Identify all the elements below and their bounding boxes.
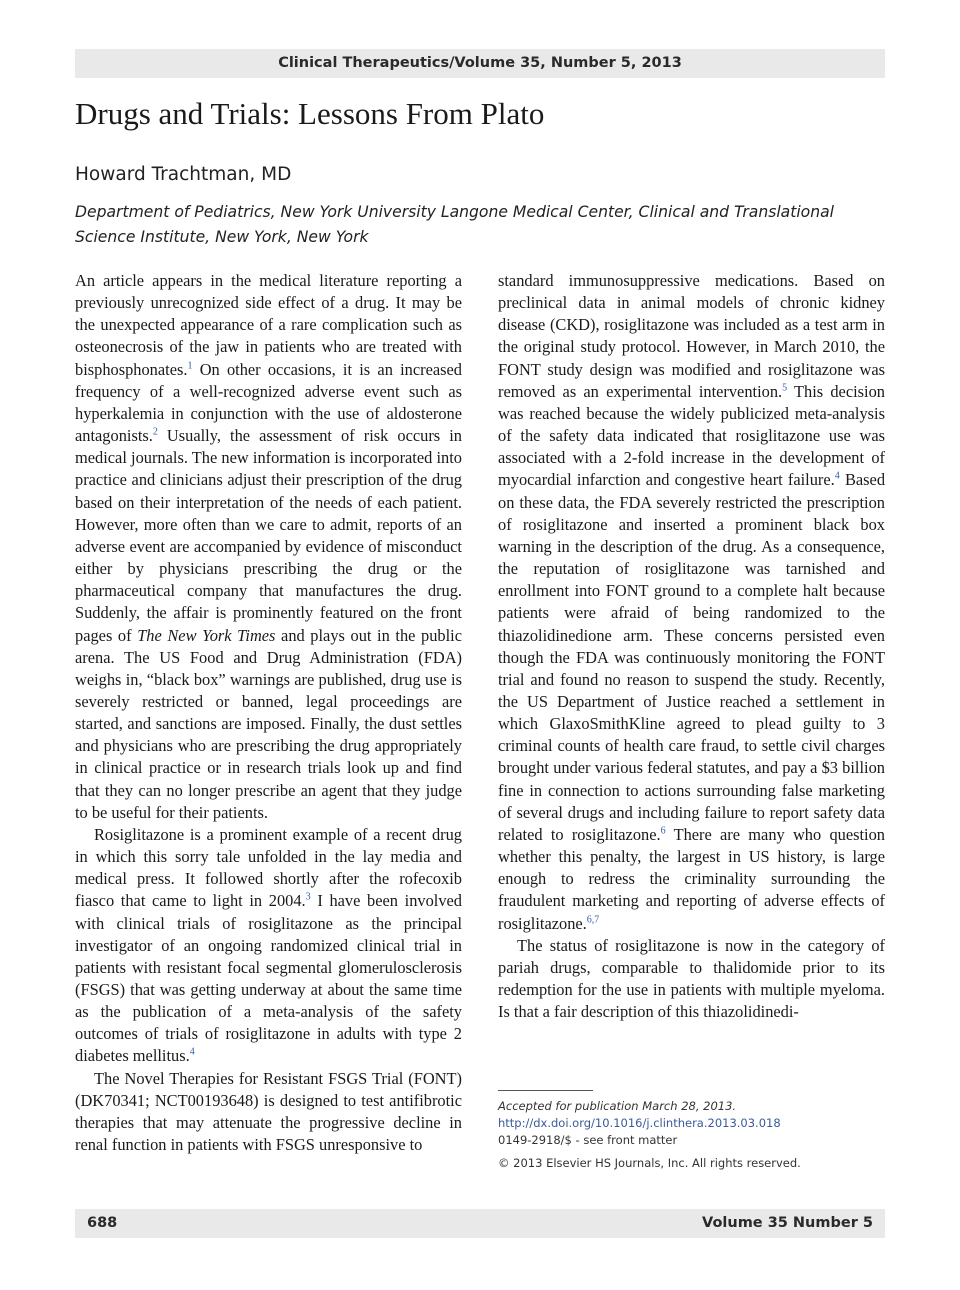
reference-link[interactable]: 6 bbox=[660, 825, 666, 837]
body-paragraph: The Novel Therapies for Resistant FSGS Trial (FONT) (DK70341; NCT00193648) is designed to test antifibrotic therapies that may attenuate the progressive decline in renal function in patients with FSGS unresponsive to bbox=[75, 1068, 462, 1155]
journal-citation: Clinical Therapeutics/Volume 35, Number 5, 2013 bbox=[278, 55, 682, 71]
article-title: Drugs and Trials: Lessons From Plato bbox=[75, 96, 545, 131]
reference-link[interactable]: 3 bbox=[305, 891, 311, 903]
reference-link[interactable]: 6,7 bbox=[586, 914, 600, 926]
copyright-line: © 2013 Elsevier HS Journals, Inc. All rights reserved. bbox=[498, 1156, 801, 1170]
author-name: Howard Trachtman, MD bbox=[75, 164, 292, 185]
newspaper-title: The New York Times bbox=[137, 625, 276, 645]
acceptance-date: Accepted for publication March 28, 2013. bbox=[498, 1099, 737, 1113]
reference-link[interactable]: 1 bbox=[187, 360, 193, 372]
body-paragraph-continued: standard immunosuppressive medications. Based on preclinical data in animal models of chronic kidney disease (CKD), rosiglitazone was included as a test arm in the original study protocol. However, in March 2010, the FONT study design was modified and rosiglitazone was removed as an experimental intervention.$^5$ This decision was reached because the widely publicized meta-analysis of the safety data indicated that rosiglitazone use was associated with a 2-fold increase in the development of myocardial infarction and congestive heart failure.$^4$ Based on these data, the FDA severely restricted the prescription of rosiglitazone and inserted a prominent black box warning in the description of the drug. As a consequence, the reputation of rosiglitazone was tarnished and enrollment into FONT ground to a complete halt because patients were afraid of being randomized to the thiazolidinedione arm. These concerns persisted even though the FDA was continuously monitoring the FONT trial and found no reason to suspend the study. Recently, the US Department of Justice reached a settlement in which GlaxoSmithKline agreed to plead guilty to 3 criminal counts of health care fraud, to settle civil charges brought under various federal statutes, and pay a $3 billion fine in connection to actions surrounding false marketing of several drugs and including failure to report safety data related to rosiglitazone.$^6$ There are many who question whether this penalty, the largest in US history, is large enough to redress the criminality surrounding the fraudulent marketing and reporting of adverse effects of rosiglitazone.$^{6,7}$ bbox=[498, 271, 886, 933]
body-paragraph: An article appears in the medical literature reporting a previously unrecognized side effect of a drug. It may be the unexpected appearance of a rare complication such as osteonecrosis of the jaw in patients who are treated with bisphosphonates.$^1$ On other occasions, it is an increased frequency of a well-recognized adverse event such as hyperkalemia in conjunction with the use of aldosterone antagonists.$^2$ Usually, the assessment of risk occurs in medical journals. The new information is incorporated into practice and clinicians adjust their prescription of the drug based on their interpretation of the needs of each patient. However, more often than we care to admit, reports of an adverse event are accompanied by evidence of misconduct either by physicians prescribing the drug or the pharmaceutical company that manufactures the drug. Suddenly, the affair is prominently featured on the front pages of The New York Times and plays out in the public arena. The US Food and Drug Administration (FDA) weighs in, “black box” warnings are published, drug use is severely restricted or banned, legal proceedings are started, and sanctions are imposed. Finally, the dust settles and physicians who are prescribing the drug appropriately in clinical practice or in research trials look up and find that they can no longer prescribe an agent that they judge to be useful for their patients. bbox=[75, 271, 462, 822]
volume-issue: Volume 35 Number 5 bbox=[702, 1215, 873, 1231]
issn-line: 0149-2918/$ - see front matter bbox=[498, 1133, 678, 1147]
article-footnotes bbox=[498, 1098, 888, 1172]
reference-link[interactable]: 4 bbox=[834, 470, 840, 482]
footnote-divider bbox=[498, 1090, 593, 1091]
doi-link[interactable]: http://dx.doi.org/10.1016/j.clinthera.2013.03.018 bbox=[498, 1116, 781, 1130]
body-paragraph: The status of rosiglitazone is now in the category of pariah drugs, comparable to thalidomide prior to its redemption for the use in patients with multiple myeloma. Is that a fair description of this thiazolidinedi- bbox=[498, 935, 885, 1022]
body-paragraph: Rosiglitazone is a prominent example of a recent drug in which this sorry tale unfolded in the lay media and medical press. It followed shortly after the rofecoxib fiasco that came to light in 2004.$^3$ I have been involved with clinical trials of rosiglitazone as the principal investigator of an ongoing randomized clinical trial in patients with resistant focal segmental glomerulosclerosis (FSGS) that was getting underway at about the same time as the publication of a meta-analysis of the safety outcomes of trials of rosiglitazone in adults with type 2 diabetes mellitus.$^4$ bbox=[75, 824, 462, 1066]
page-number: 688 bbox=[87, 1215, 118, 1231]
reference-link[interactable]: 4 bbox=[189, 1047, 195, 1058]
body-column-right bbox=[498, 270, 885, 1023]
journal-header bbox=[75, 49, 885, 78]
reference-link[interactable]: 5 bbox=[782, 382, 788, 394]
body-column-left bbox=[75, 270, 462, 1156]
author-affiliation: Department of Pediatrics, New York University Langone Medical Center, Clinical and Translational Science Institute, New York, New York bbox=[75, 203, 834, 246]
page-footer bbox=[75, 1209, 885, 1238]
reference-link[interactable]: 2 bbox=[152, 426, 158, 438]
